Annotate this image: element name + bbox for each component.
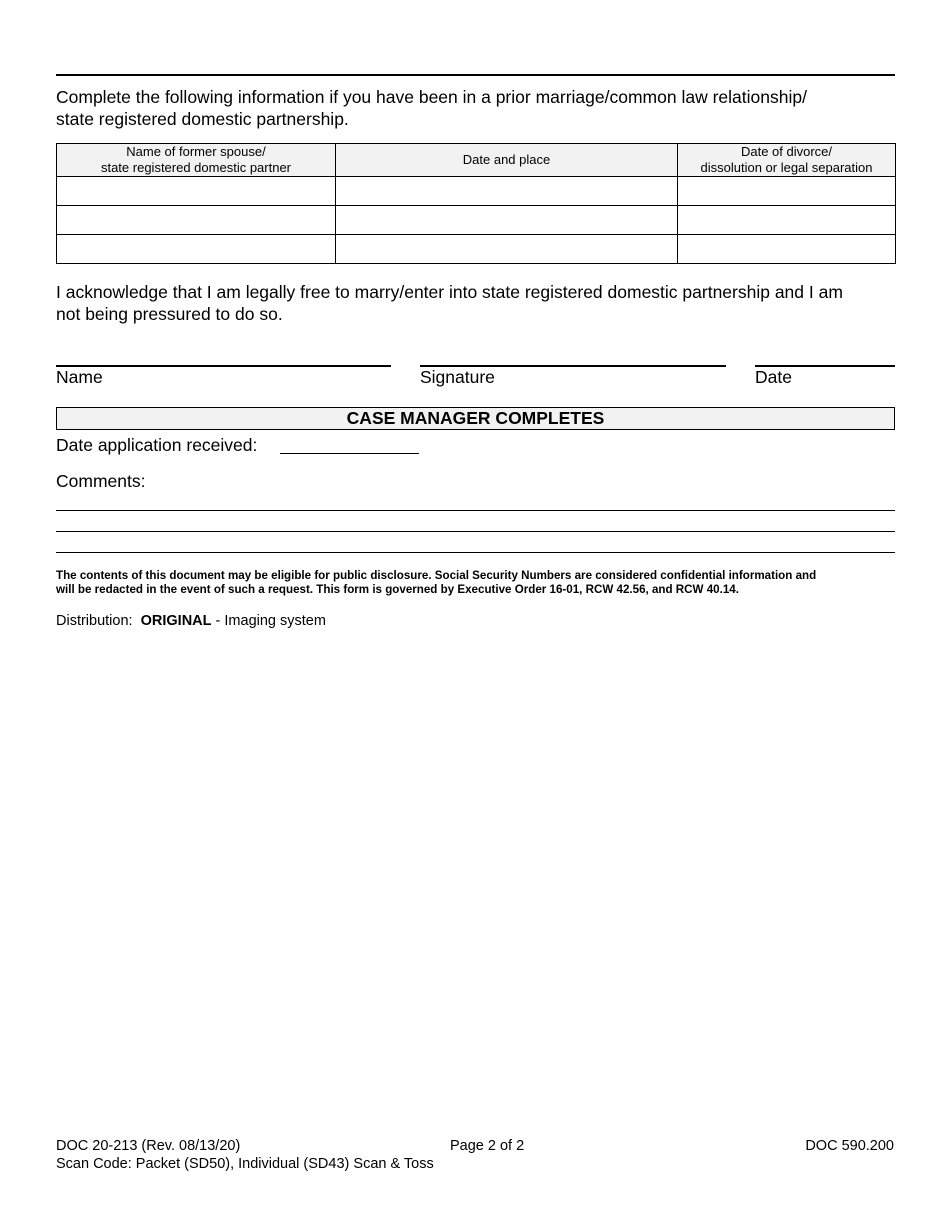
comments-label: Comments: (56, 471, 146, 491)
comments-line-2[interactable] (56, 531, 895, 532)
distribution-destination: - Imaging system (215, 613, 326, 629)
divorce-date-cell[interactable] (678, 235, 896, 264)
signature-label: Signature (420, 367, 495, 387)
acknowledgement-line-2: not being pressured to do so. (56, 304, 283, 324)
case-manager-header: CASE MANAGER COMPLETES (56, 407, 895, 430)
disclosure-line-2: will be redacted in the event of such a request. This form is governed by Executive Order 16-01, RCW 42.56, and RCW 40.14. (56, 583, 739, 596)
page-number: Page 2 of 2 (450, 1138, 525, 1154)
acknowledgement-statement (56, 281, 901, 325)
table-row (57, 177, 896, 206)
comments-line-3[interactable] (56, 552, 895, 553)
instructions-line-1: Complete the following information if you have been in a prior marriage/common law relationship/ (56, 87, 807, 107)
top-divider (56, 74, 895, 76)
former-spouse-cell[interactable] (57, 206, 336, 235)
distribution-note (56, 612, 326, 630)
date-place-cell[interactable] (336, 206, 678, 235)
prior-relationship-instructions (56, 86, 896, 130)
date-place-cell[interactable] (336, 235, 678, 264)
date-received-label: Date application received: (56, 435, 258, 455)
instructions-line-2: state registered domestic partnership. (56, 109, 349, 129)
name-label: Name (56, 367, 103, 387)
column-header-former-spouse: Name of former spouse/ state registered domestic partner (57, 144, 336, 177)
comments-line-1[interactable] (56, 510, 895, 511)
column-header-date-place: Date and place (336, 144, 678, 177)
scan-code: Scan Code: Packet (SD50), Individual (SD43) Scan & Toss (56, 1156, 434, 1172)
table-row (57, 206, 896, 235)
name-line[interactable] (56, 365, 391, 367)
divorce-date-cell[interactable] (678, 177, 896, 206)
column-header-divorce-date: Date of divorce/ dissolution or legal separation (678, 144, 896, 177)
distribution-original: ORIGINAL (140, 613, 212, 629)
date-received-line[interactable] (280, 453, 419, 454)
policy-number: DOC 590.200 (805, 1138, 894, 1154)
former-spouse-cell[interactable] (57, 235, 336, 264)
distribution-label: Distribution: (56, 613, 133, 629)
disclosure-line-1: The contents of this document may be eligible for public disclosure. Social Security Numbers are considered confidential information and (56, 569, 817, 582)
acknowledgement-line-1: I acknowledge that I am legally free to marry/enter into state registered domestic partnership and I am (56, 282, 843, 302)
form-id: DOC 20-213 (Rev. 08/13/20) (56, 1138, 241, 1154)
date-label: Date (755, 367, 792, 387)
table-row (57, 235, 896, 264)
prior-relationships-table (56, 143, 896, 264)
divorce-date-cell[interactable] (678, 206, 896, 235)
former-spouse-cell[interactable] (57, 177, 336, 206)
table-header-row (57, 144, 896, 177)
date-place-cell[interactable] (336, 177, 678, 206)
public-disclosure-notice (56, 569, 901, 597)
